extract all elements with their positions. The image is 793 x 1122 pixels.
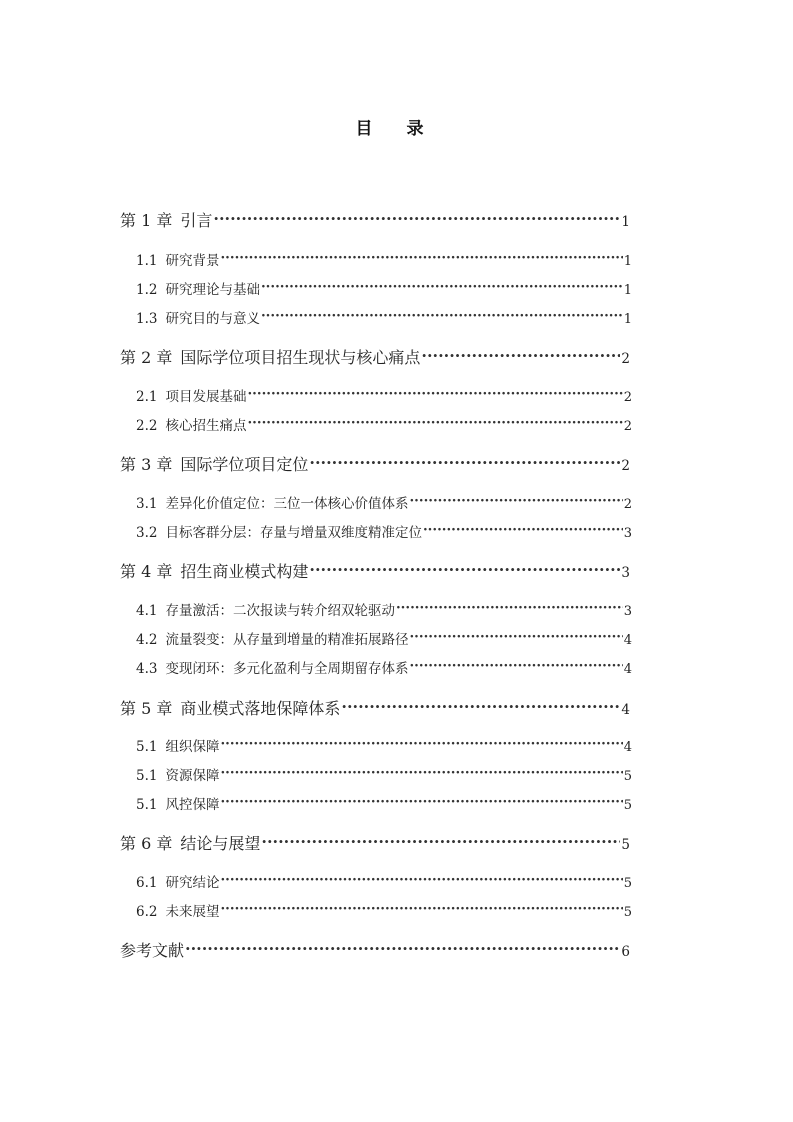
entry-label: 存量激活：二次报读与转介绍双轮驱动 [165, 603, 395, 619]
entry-number: 1.3 [136, 311, 158, 327]
toc-entry-section-6-1[interactable] [136, 871, 632, 891]
dot-leader [421, 347, 620, 363]
dot-leader [309, 561, 620, 577]
entry-number: 5.1 [136, 797, 158, 813]
dot-leader [261, 281, 623, 295]
entry-page: 2 [623, 419, 632, 434]
entry-page: 1 [621, 214, 630, 230]
entry-page: 1 [623, 254, 632, 269]
dot-leader [185, 940, 620, 956]
entry-number: 第 5 章 [120, 699, 173, 718]
toc-entry-chapter-3[interactable] [120, 452, 630, 475]
dot-leader [247, 388, 622, 402]
toc-entry-section-1-1[interactable] [136, 249, 632, 269]
toc-entry-section-2-1[interactable] [136, 385, 632, 405]
dot-leader [220, 874, 622, 888]
entry-page: 3 [623, 604, 632, 619]
entry-page: 3 [621, 565, 630, 581]
entry-label: 研究背景 [165, 253, 220, 269]
entry-number: 5.1 [136, 768, 158, 784]
entry-number: 第 1 章 [120, 211, 173, 230]
entry-number: 2.2 [136, 418, 158, 434]
entry-number: 1.1 [136, 253, 158, 269]
entry-label: 目标客群分层：存量与增量双维度精准定位 [165, 525, 422, 541]
toc-entry-section-1-3[interactable] [136, 307, 632, 327]
entry-number: 1.2 [136, 282, 158, 298]
entry-number: 第 6 章 [120, 834, 173, 853]
toc-entry-chapter-6[interactable] [120, 831, 630, 854]
toc-entry-section-5-3[interactable] [136, 793, 632, 813]
entry-label: 国际学位项目招生现状与核心痛点 [180, 348, 421, 367]
toc-entry-section-1-2[interactable] [136, 278, 632, 298]
entry-page: 5 [623, 876, 632, 891]
entry-page: 2 [623, 497, 632, 512]
entry-number: 第 4 章 [120, 562, 173, 581]
dot-leader [247, 417, 622, 431]
entry-label: 风控保障 [165, 797, 220, 813]
entry-label: 商业模式落地保障体系 [180, 699, 341, 718]
toc-entry-chapter-1[interactable] [120, 208, 630, 231]
dot-leader [220, 903, 622, 917]
dot-leader [409, 495, 622, 509]
entry-page: 5 [623, 769, 632, 784]
toc-entry-chapter-4[interactable] [120, 559, 630, 582]
dot-leader [220, 738, 622, 752]
toc-entry-section-4-2[interactable] [136, 628, 632, 648]
toc-entry-section-4-3[interactable] [136, 657, 632, 677]
dot-leader [261, 833, 620, 849]
toc-title: 目 录 [355, 119, 438, 139]
entry-page: 5 [621, 837, 630, 853]
entry-label: 差异化价值定位：三位一体核心价值体系 [165, 496, 409, 512]
entry-number: 第 3 章 [120, 455, 173, 474]
dot-leader [423, 524, 623, 538]
entry-number: 2.1 [136, 389, 158, 405]
toc-entry-section-3-1[interactable] [136, 492, 632, 512]
toc-entry-section-3-2[interactable] [136, 521, 632, 541]
dot-leader [409, 631, 622, 645]
entry-page: 4 [623, 740, 632, 755]
entry-number: 6.1 [136, 875, 158, 891]
entry-number: 4.1 [136, 603, 158, 619]
entry-label: 未来展望 [165, 904, 220, 920]
entry-label: 参考文献 [120, 941, 185, 960]
dot-leader [309, 454, 620, 470]
entry-number: 6.2 [136, 904, 158, 920]
entry-page: 2 [621, 351, 630, 367]
dot-leader [220, 767, 622, 781]
entry-label: 国际学位项目定位 [180, 455, 309, 474]
toc-entry-section-2-2[interactable] [136, 414, 632, 434]
entry-page: 4 [623, 662, 632, 677]
entry-page: 3 [623, 526, 632, 541]
entry-page: 1 [623, 283, 632, 298]
entry-label: 流量裂变：从存量到增量的精准拓展路径 [165, 632, 409, 648]
toc-entry-section-5-1[interactable] [136, 735, 632, 755]
entry-number: 3.2 [136, 525, 158, 541]
entry-label: 研究理论与基础 [165, 282, 260, 298]
entry-number: 第 2 章 [120, 348, 173, 367]
dot-leader [409, 660, 622, 674]
entry-label: 结论与展望 [180, 834, 261, 853]
entry-label: 研究结论 [165, 875, 220, 891]
dot-leader [261, 310, 623, 324]
dot-leader [220, 252, 622, 266]
entry-number: 4.3 [136, 661, 158, 677]
entry-page: 5 [623, 798, 632, 813]
toc-entry-section-4-1[interactable] [136, 599, 632, 619]
entry-label: 引言 [180, 211, 213, 230]
entry-page: 5 [623, 905, 632, 920]
entry-page: 4 [621, 702, 630, 718]
dot-leader [341, 698, 620, 714]
toc-entry-section-6-2[interactable] [136, 900, 632, 920]
entry-page: 6 [621, 944, 630, 960]
entry-label: 招生商业模式构建 [180, 562, 309, 581]
entry-label: 项目发展基础 [165, 389, 247, 405]
entry-page: 4 [623, 633, 632, 648]
dot-leader [213, 210, 620, 226]
entry-label: 变现闭环：多元化盈利与全周期留存体系 [165, 661, 409, 677]
entry-page: 2 [623, 390, 632, 405]
entry-number: 3.1 [136, 496, 158, 512]
toc-entry-references[interactable] [120, 938, 630, 961]
entry-page: 2 [621, 458, 630, 474]
dot-leader [220, 796, 622, 810]
entry-label: 组织保障 [165, 739, 220, 755]
entry-number: 5.1 [136, 739, 158, 755]
dot-leader [396, 602, 623, 616]
toc-entry-chapter-2[interactable] [120, 345, 630, 368]
entry-label: 研究目的与意义 [165, 311, 260, 327]
entry-page: 1 [623, 312, 632, 327]
entry-number: 4.2 [136, 632, 158, 648]
entry-label: 资源保障 [165, 768, 220, 784]
toc-entry-section-5-2[interactable] [136, 764, 632, 784]
entry-label: 核心招生痛点 [165, 418, 247, 434]
toc-entry-chapter-5[interactable] [120, 696, 630, 719]
